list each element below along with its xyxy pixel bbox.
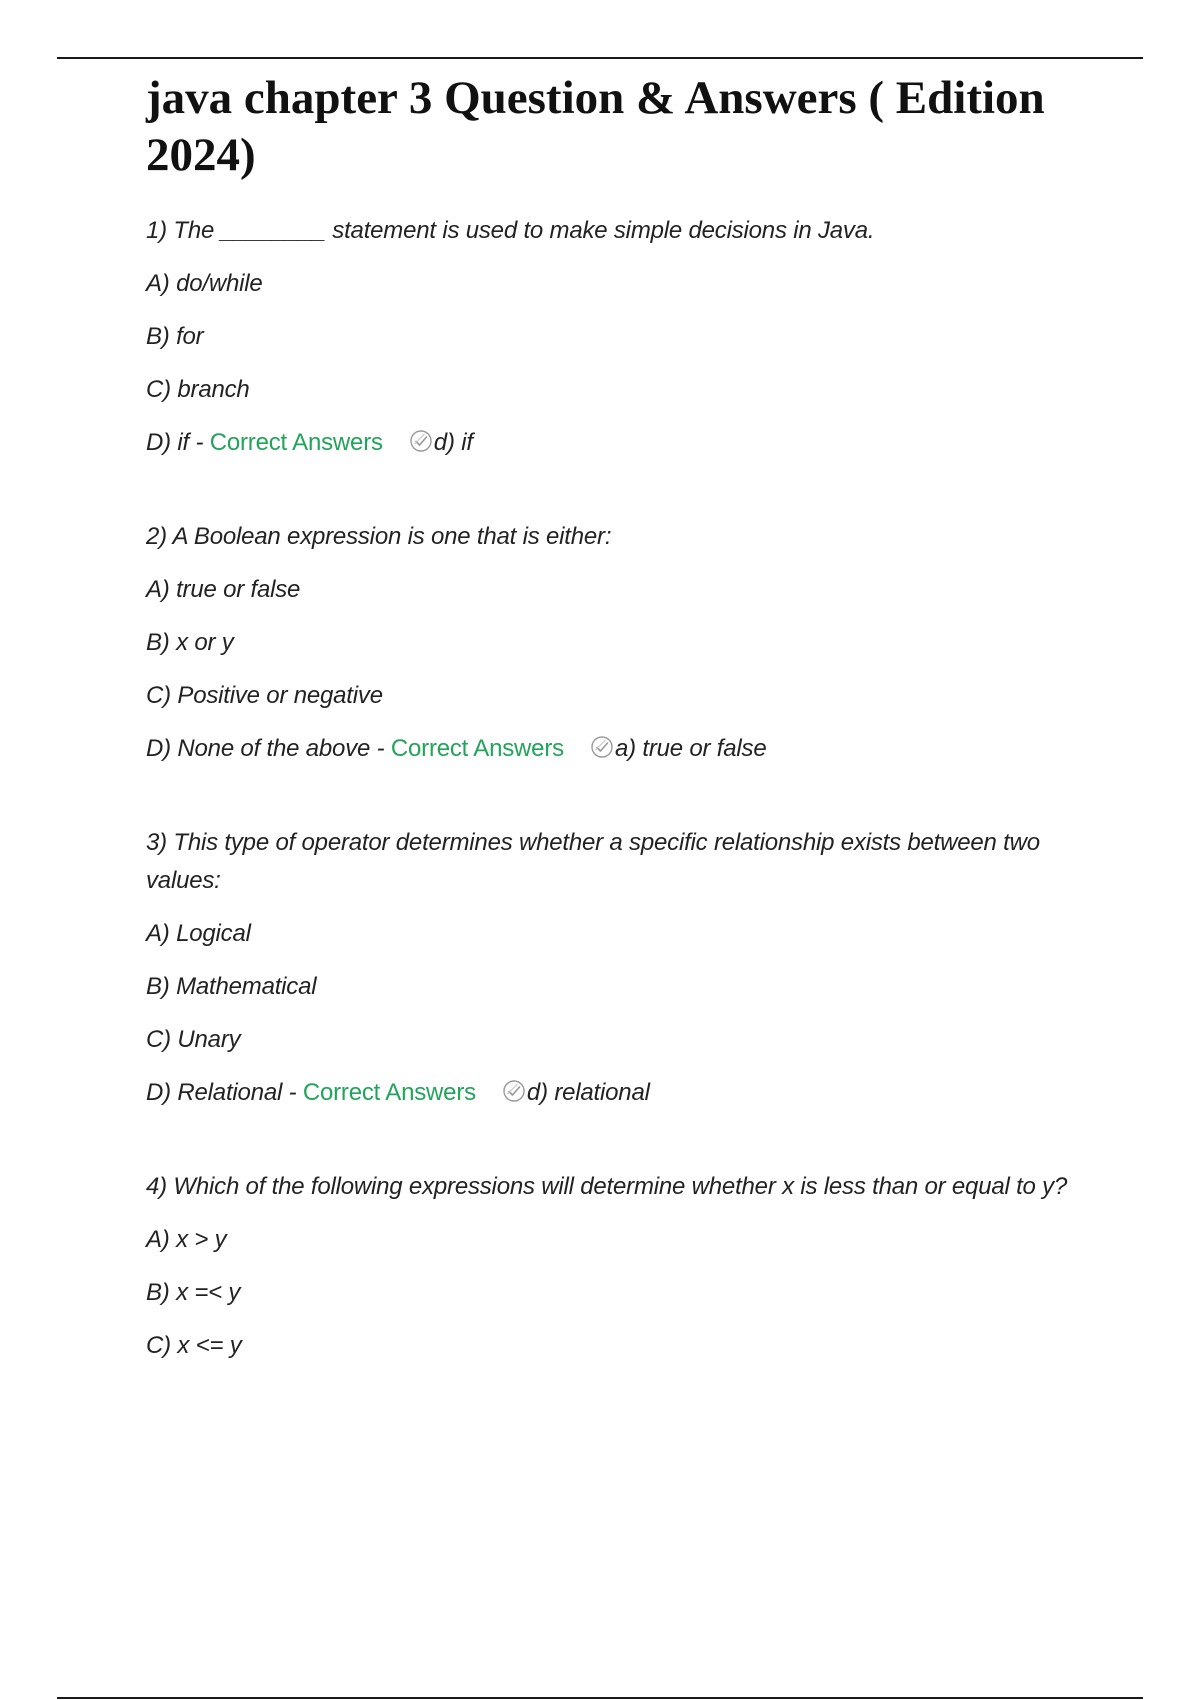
correct-answers-label: Correct Answers (390, 735, 564, 762)
question-spacer (146, 1112, 1106, 1168)
option-b: B) x =< y (146, 1279, 241, 1306)
document-title: java chapter 3 Question & Answers ( Edition 2024) (146, 72, 1045, 181)
option-c: C) x <= y (146, 1332, 242, 1359)
answer-text: a) true or false (614, 735, 767, 762)
option-d-text: D) None of the above - (146, 735, 391, 762)
bottom-rule (57, 1697, 1143, 1699)
option-a: A) true or false (146, 576, 301, 603)
question-text: 3) This type of operator determines whether a specific relationship exists between two values: (146, 829, 1040, 894)
correct-answers-label: Correct Answers (209, 429, 383, 456)
option-a: A) x > y (146, 1226, 227, 1253)
option-a: A) Logical (146, 920, 251, 947)
question-2 (146, 518, 1106, 768)
correct-answers-label: Correct Answers (302, 1079, 476, 1106)
option-d (146, 424, 1106, 462)
question-spacer (146, 768, 1106, 824)
answer-text: d) relational (526, 1079, 650, 1106)
check-circle-icon (502, 1079, 526, 1103)
option-b: B) for (146, 323, 204, 350)
option-c: C) Positive or negative (146, 682, 383, 709)
option-d (146, 730, 1106, 768)
top-rule (57, 57, 1143, 59)
document-page (146, 70, 1106, 1365)
question-text: 2) A Boolean expression is one that is either: (146, 523, 612, 550)
question-1 (146, 212, 1106, 462)
check-circle-icon (409, 429, 433, 453)
check-circle-icon (590, 735, 614, 759)
option-b: B) Mathematical (146, 973, 317, 1000)
answer-text: d) if (433, 429, 473, 456)
option-b: B) x or y (146, 629, 234, 656)
option-c: C) Unary (146, 1026, 241, 1053)
option-c: C) branch (146, 376, 250, 403)
question-3 (146, 824, 1106, 1112)
question-spacer (146, 462, 1106, 518)
option-a: A) do/while (146, 270, 263, 297)
option-d-text: D) if - (146, 429, 210, 456)
question-4 (146, 1168, 1106, 1365)
option-d (146, 1074, 1106, 1112)
question-text: 1) The ________ statement is used to make simple decisions in Java. (146, 217, 875, 244)
question-text: 4) Which of the following expressions will determine whether x is less than or equal to y? (146, 1173, 1068, 1200)
option-d-text: D) Relational - (146, 1079, 303, 1106)
